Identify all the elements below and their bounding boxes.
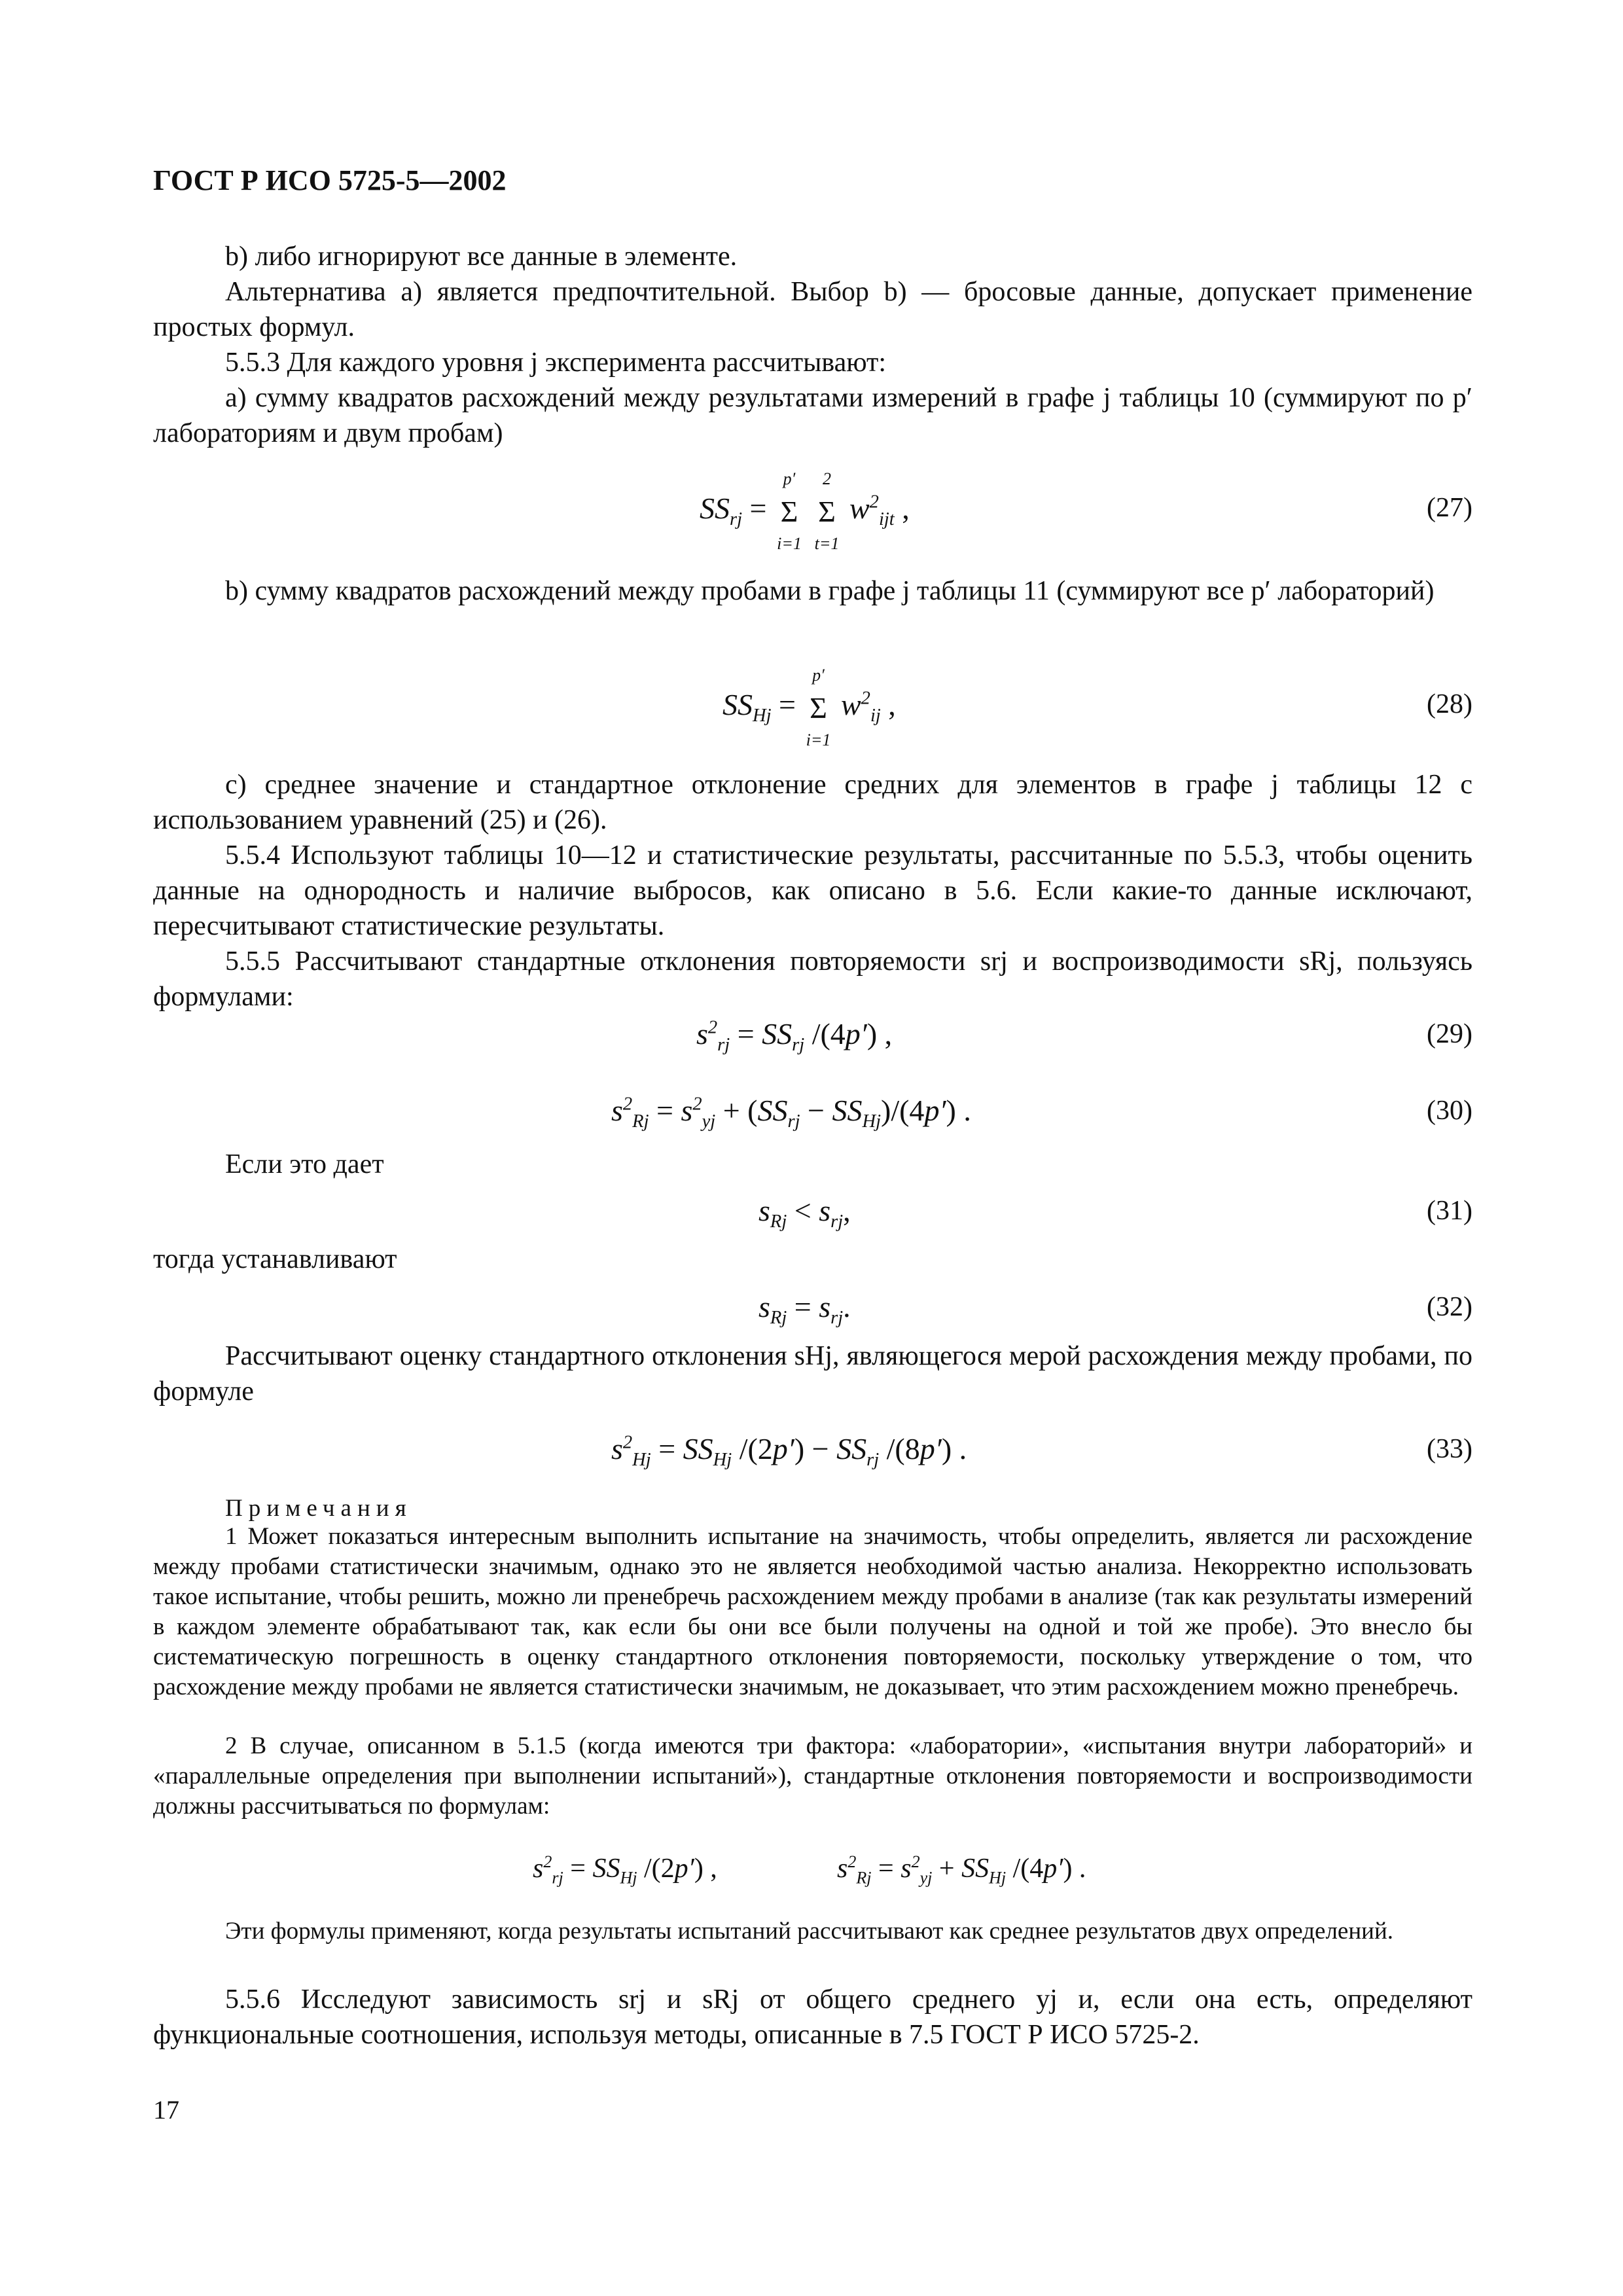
notes-title: Примечания [225,1495,412,1522]
note-2: 2 В случае, описанном в 5.1.5 (когда имеются три фактора: «лаборатории», «испытания внутри лабораторий» и «параллельные определения при выполнении испытаний»), стандартные отклонения повторяемости и воспроизводимости должны рассчитываться по формулам: [153,1732,1472,1820]
equation-number: (27) [1427,493,1472,523]
paragraph-5-5-4: 5.5.4 Используют таблицы 10—12 и статистические результаты, рассчитанные по 5.5.3, чтобы оценить данные на однородность и наличие выбросов, как описано в 5.6. Если какие-то данные исключают, пересчитывают статистические результаты. [153,840,1472,941]
note-formulas-apply: Эти формулы применяют, когда результаты испытаний рассчитывают как среднее результатов двух определений. [225,1918,1393,1945]
paragraph-estimate-sh: Рассчитывают оценку стандартного отклонения sHj, являющегося мерой расхождения между пробами, по формуле [153,1341,1472,1407]
paragraph-5-5-3: 5.5.3 Для каждого уровня j эксперимента рассчитывают: [225,348,887,378]
paragraph-b-ignore: b) либо игнорируют все данные в элементе. [225,242,738,272]
document-header: ГОСТ Р ИСО 5725-5—2002 [153,164,507,196]
paragraph-sum-a: а) сумму квадратов расхождений между результатами измерений в графе j таблицы 10 (суммируют по p′ лабораториям и двум пробам) [153,383,1472,448]
paragraph-5-5-6: 5.5.6 Исследуют зависимость srj и sRj от общего среднего yj и, если она есть, определяют функциональные соотношения, используя методы, описанные в 7.5 ГОСТ Р ИСО 5725-2. [153,1984,1472,2050]
paragraph-sum-c: с) среднее значение и стандартное отклонение средних для элементов в графе j таблицы 12 с использованием уравнений (25) и (26). [153,770,1472,835]
paragraph-if-this-gives: Если это дает [225,1149,384,1179]
equation-29: $s^2_{rj} = SS_{rj}$ /(4p′) , (29) [696,1017,1472,1056]
equation-30: $s^2_{Rj} = s^2_{yj} + (SS_{rj} - SS_{Hj})/(4p')$ . (30) [611,1094,1472,1132]
equation-31: $s_{Rj} < s_{rj}$, (31) [758,1194,1472,1232]
equation-number: (30) [1427,1096,1472,1126]
note-1: 1 Может показаться интересным выполнить испытание на значимость, чтобы определить, является ли расхождение между пробами статистически значимым, однако это не является необходимой частью анализа. Некорректно использовать такое испытание, чтобы решить, можно ли пренебречь расхождением между пробами в анализе (так как результаты измерений в каждом элементе обрабатывают так, как если бы они все были получены на одной и той же пробе). Это внесло бы систематическую погрешность в оценку стандартного отклонения повторяемости, поскольку утверждение о том, что расхождение между пробами не является статистически значимым, не доказывает, что этим расхождением можно пренебречь. [153,1523,1472,1700]
paragraph-5-5-5: 5.5.5 Рассчитывают стандартные отклонения повторяемости srj и воспроизводимости sRj, пользуясь формулами: [153,946,1472,1012]
page-number: 17 [153,2095,179,2125]
equation-note-formulas: $s^2_{rj} = SS_{Hj}$ /(2p′) , $s^2_{Rj} = s^2_{yj} + SS_{Hj}$ /(4p′) . [533,1852,1086,1888]
equation-number: (33) [1427,1434,1472,1464]
paragraph-sum-b: b) сумму квадратов расхождений между пробами в графе j таблицы 11 (суммируют все p′ лабораторий) [225,576,1435,606]
equation-number: (31) [1427,1196,1472,1226]
equation-number: (28) [1427,689,1472,719]
paragraph-then-set: тогда устанавливают [153,1244,397,1274]
equation-number: (29) [1427,1019,1472,1049]
paragraph-alternative: Альтернатива а) является предпочтительной. Выбор b) — бросовые данные, допускает применение простых формул. [153,277,1472,342]
equation-33: $s^2_{Hj} = SS_{Hj}$ $/(2p') - SS_{rj}$ /(8p′) . (33) [611,1432,1472,1471]
equation-32: $s_{Rj} = s_{rj}$. (32) [758,1290,1472,1329]
equation-27: $SS_{rj} = \Sigma$ p′ i=1 Σ 2 t=1 $w^2_{ijt}$ , (27) [700,469,1472,553]
equation-28: $SS_{Hj} = \Sigma$ p′ i=1 $w^2_{ij}$ , (28) [722,665,1472,749]
equation-number: (32) [1427,1292,1472,1322]
